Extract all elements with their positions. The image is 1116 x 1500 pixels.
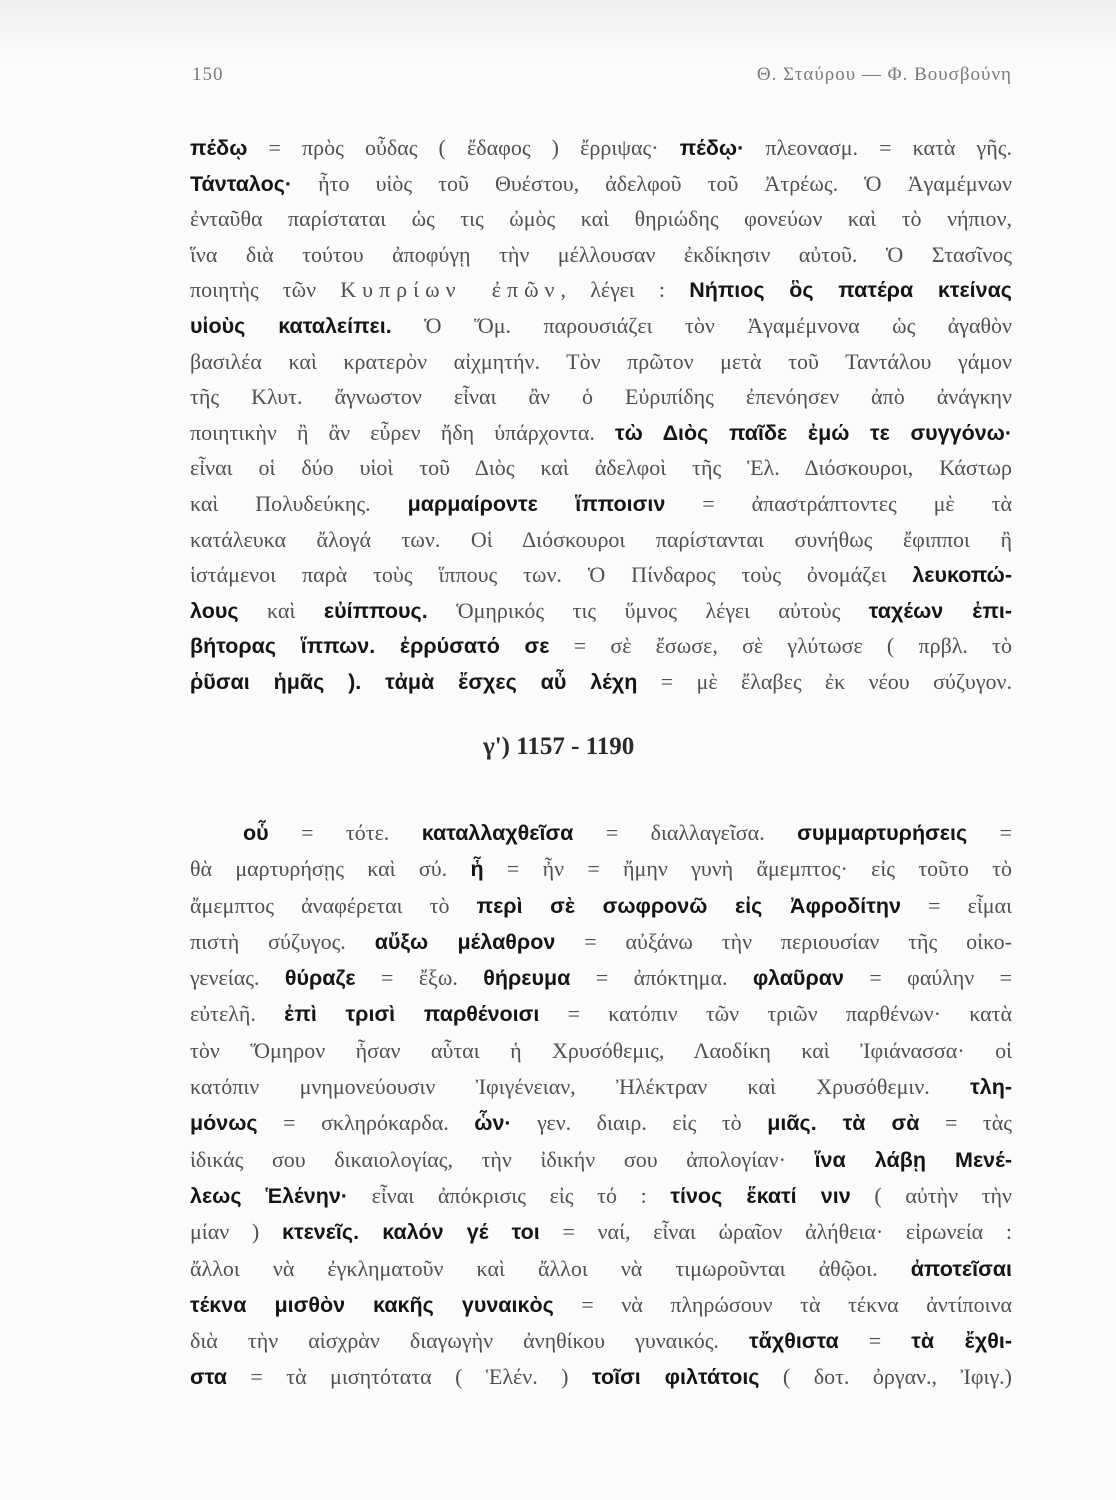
commentary-text: θὰ μαρτυρήσῃς καὶ σύ. bbox=[190, 856, 471, 882]
lemma-text: στα bbox=[190, 1365, 227, 1390]
commentary-text: τῆς Κλυτ. ἄγνωστον εἶναι ἂν ὁ Εὐριπίδης ἐπενόησεν ἀπὸ ἀνάγκην bbox=[190, 384, 1012, 410]
lemma-text: τλη- bbox=[970, 1075, 1012, 1100]
lemma-text: τέκνα μισθὸν κακῆς γυναικὸς bbox=[190, 1292, 554, 1317]
section-heading: γ') 1157 - 1190 bbox=[483, 733, 635, 760]
lemma-text: Νήπιος ὃς πατέρα κτείνας bbox=[689, 278, 1012, 303]
section-2-line bbox=[190, 1105, 1012, 1141]
lemma-text: τὼ Διὸς παῖδε ἐμώ τε συγγόνω· bbox=[615, 420, 1012, 445]
section-1-line bbox=[190, 344, 1012, 380]
lemma-text: πέδῳ bbox=[190, 136, 248, 160]
page-number: 150 bbox=[192, 64, 224, 85]
commentary-text: ἰδικάς σου δικαιολογίας, τὴν ἰδικήν σου ἀπολογίαν· bbox=[190, 1146, 815, 1172]
commentary-text: ἵνα διὰ τούτου ἀποφύγῃ τὴν μέλλουσαν ἐκδίκησιν αὐτοῦ. Ὁ Στασῖνος bbox=[190, 241, 1012, 267]
commentary-text: = τὰ μισητότατα ( Ἑλέν. ) bbox=[226, 1364, 592, 1390]
lemma-text: τἄχθιστα bbox=[749, 1329, 839, 1354]
lemma-text: καταλλαχθεῖσα bbox=[421, 821, 574, 845]
commentary-text: εὐτελῆ. bbox=[190, 1001, 285, 1027]
section-1-line bbox=[190, 557, 1012, 593]
lemma-text: λευκοπώ- bbox=[912, 563, 1012, 588]
commentary-text: = bbox=[838, 1328, 912, 1354]
commentary-text: γενείας. bbox=[190, 965, 285, 991]
commentary-text: = ἦν = ἤμην γυνὴ ἄμεμπτος· εἰς τοῦτο τὸ bbox=[483, 856, 1012, 882]
section-1-line bbox=[190, 628, 1012, 664]
commentary-text: = σκληρόκαρδα. bbox=[257, 1110, 475, 1136]
section-2-line bbox=[190, 1178, 1012, 1214]
lemma-text: τὰ ἔχθι- bbox=[911, 1329, 1012, 1354]
section-1-line bbox=[190, 130, 1012, 166]
section-2-line bbox=[190, 888, 1012, 924]
commentary-text: ἄμεμπτος ἀναφέρεται τὸ bbox=[190, 892, 477, 918]
section-2-line bbox=[190, 1251, 1012, 1287]
commentary-text: ἦτο υἱὸς τοῦ Θυέστου, ἀδελφοῦ τοῦ Ἀτρέως. Ὁ Ἀγαμέμνων bbox=[292, 170, 1012, 196]
running-header bbox=[192, 64, 1012, 92]
lemma-text: περὶ σὲ σωφρονῶ εἰς Ἀφροδίτην bbox=[476, 893, 901, 918]
lemma-text: φλαῦραν bbox=[752, 966, 844, 991]
section-2-line bbox=[190, 996, 1012, 1032]
lemma-text: λους bbox=[190, 598, 239, 623]
lemma-text: πέδῳ· bbox=[679, 136, 745, 160]
commentary-section-2 bbox=[190, 815, 1012, 1396]
commentary-text: = ἀπόκτημα. bbox=[570, 965, 753, 991]
commentary-text: = εἶμαι bbox=[900, 892, 1012, 918]
commentary-text: Ὁμηρικός τις ὕμνος λέγει αὐτοὺς bbox=[427, 597, 869, 623]
section-1-line bbox=[190, 166, 1012, 202]
commentary-text: = τότε. bbox=[268, 820, 422, 845]
scan-shading bbox=[0, 0, 1116, 60]
commentary-text: ἄλλοι νὰ ἐγκληματοῦν καὶ ἄλλοι νὰ τιμωροῦνται ἀθῷοι. bbox=[190, 1255, 911, 1281]
commentary-text: καὶ Πολυδεύκης. bbox=[190, 490, 408, 516]
commentary-text: = διαλλαγεῖσα. bbox=[573, 820, 798, 845]
lemma-text: μαρμαίροντε ἵπποισιν bbox=[407, 491, 666, 516]
commentary-text: = bbox=[967, 820, 1012, 845]
commentary-text: ποιητικὴν ἢ ἂν εὗρεν ἤδη ὑπάρχοντα. bbox=[190, 419, 615, 445]
commentary-text: ποιητὴς τῶν bbox=[190, 277, 341, 303]
lemma-text: τοῖσι φιλτάτοις bbox=[591, 1365, 760, 1390]
commentary-text: μίαν ) bbox=[190, 1219, 282, 1245]
commentary-text: κατάλευκα ἄλογά των. Οἱ Διόσκουροι παρίστανται συνήθως ἔφιπποι ἢ bbox=[190, 526, 1012, 552]
section-1-line bbox=[190, 664, 1012, 700]
commentary-text: = κατόπιν τῶν τριῶν παρθένων· κατὰ bbox=[539, 1001, 1012, 1027]
commentary-text: Ὁ Ὅμ. παρουσιάζει τὸν Ἀγαμέμνονα ὡς ἀγαθὸν bbox=[391, 312, 1012, 338]
section-1-line bbox=[190, 450, 1012, 486]
lemma-text: υἱοὺς καταλείπει. bbox=[190, 313, 392, 338]
commentary-text: = νὰ πληρώσουν τὰ τέκνα ἀντίποινα bbox=[553, 1291, 1012, 1317]
lemma-text: οὗ bbox=[243, 821, 269, 845]
section-1-line bbox=[190, 415, 1012, 451]
lemma-text: ἀποτεῖσαι bbox=[910, 1256, 1012, 1281]
section-1-line bbox=[190, 201, 1012, 237]
section-2-line bbox=[190, 1033, 1012, 1069]
commentary-text: ( αὐτὴν τὴν bbox=[850, 1182, 1012, 1208]
section-2-line bbox=[190, 1214, 1012, 1250]
section-2-line bbox=[190, 1323, 1012, 1359]
lemma-text: ἦ bbox=[470, 857, 484, 882]
commentary-text: καὶ bbox=[238, 597, 324, 623]
section-2-line bbox=[190, 960, 1012, 996]
lemma-text: ἵνα λάβῃ Μενέ- bbox=[814, 1147, 1012, 1172]
section-2-line bbox=[190, 1287, 1012, 1323]
lemma-text: εὐίππους. bbox=[323, 598, 428, 623]
commentary-text: = ἔξω. bbox=[355, 965, 484, 991]
commentary-text: ἐνταῦθα παρίσταται ὡς τις ὠμὸς καὶ θηριώδης φονεύων καὶ τὸ νήπιον, bbox=[190, 206, 1012, 232]
lemma-text: συμμαρτυρήσεις bbox=[797, 821, 968, 845]
section-2-line bbox=[190, 851, 1012, 887]
commentary-text: = πρὸς οὖδας ( ἔδαφος ) ἔρριψας· bbox=[247, 135, 680, 160]
lemma-text: θύραζε bbox=[284, 966, 356, 991]
commentary-text: πιστὴ σύζυγος. bbox=[190, 928, 375, 954]
commentary-text: βασιλέα καὶ κρατερὸν αἰχμητήν. Τὸν πρῶτον μετὰ τοῦ Ταντάλου γάμον bbox=[190, 348, 1012, 374]
lemma-text: ῥῦσαι ἡμᾶς ). τἀμὰ ἔσχες αὖ λέχη bbox=[190, 669, 638, 694]
section-1-line bbox=[190, 593, 1012, 629]
commentary-text: διὰ τὴν αἰσχρὰν διαγωγὴν ἀνηθίκου γυναικός. bbox=[190, 1328, 750, 1354]
section-1-line bbox=[190, 522, 1012, 558]
commentary-text: ( δοτ. ὀργαν., Ἰφιγ.) bbox=[759, 1364, 1012, 1390]
commentary-text: = ἀπαστράπτοντες μὲ τὰ bbox=[665, 490, 1012, 516]
commentary-text: = τὰς bbox=[919, 1110, 1012, 1136]
running-header-authors: Θ. Σταύρου — Φ. Βουσβούνη bbox=[756, 64, 1012, 85]
commentary-text: εἶναι οἱ δύο υἱοὶ τοῦ Διὸς καὶ ἀδελφοὶ τῆς Ἑλ. Διόσκουροι, Κάστωρ bbox=[190, 455, 1012, 481]
commentary-section-1 bbox=[190, 130, 1012, 700]
lemma-text: Τάνταλος· bbox=[190, 171, 293, 196]
section-2-line bbox=[190, 1359, 1012, 1395]
commentary-text: τὸν Ὅμηρον ἦσαν αὗται ἡ Χρυσόθεμις, Λαοδίκη καὶ Ἰφιάνασσα· οἱ bbox=[190, 1037, 1012, 1063]
lemma-text: ταχέων ἐπι- bbox=[868, 598, 1012, 623]
lemma-text: μιᾶς. τὰ σὰ bbox=[767, 1111, 920, 1136]
commentary-text: = σὲ ἔσωσε, σὲ γλύτωσε ( πρβλ. τὸ bbox=[549, 633, 1012, 659]
section-2-line bbox=[190, 924, 1012, 960]
spaced-title-text: Κυπρίων ἐπῶν bbox=[340, 277, 561, 303]
lemma-text: θήρευμα bbox=[483, 966, 571, 991]
lemma-text: μόνως bbox=[190, 1111, 258, 1136]
section-1-line bbox=[190, 272, 1012, 308]
section-1-line bbox=[190, 486, 1012, 522]
section-2-line bbox=[190, 815, 1012, 851]
commentary-text: , λέγει : bbox=[560, 277, 690, 303]
lemma-text: ὧν· bbox=[474, 1111, 512, 1136]
section-2-line bbox=[190, 1069, 1012, 1105]
lemma-text: βήτορας ἵππων. ἐρρύσατό σε bbox=[190, 634, 550, 659]
section-1-line bbox=[190, 379, 1012, 415]
commentary-text: = αὐξάνω τὴν περιουσίαν τῆς οἰκο- bbox=[555, 928, 1013, 954]
section-1-line bbox=[190, 308, 1012, 344]
commentary-text: εἶναι ἀπόκρισις εἰς τό : bbox=[347, 1182, 671, 1208]
lemma-text: κτενεῖς. καλόν γέ τοι bbox=[281, 1220, 540, 1245]
lemma-text: τίνος ἕκατί νιν bbox=[670, 1183, 851, 1208]
lemma-text: αὔξω μέλαθρον bbox=[374, 929, 556, 954]
lemma-text: λεως Ἑλένην· bbox=[190, 1183, 348, 1208]
commentary-text: = φαύλην = bbox=[843, 965, 1012, 991]
commentary-text: ἱστάμενοι παρὰ τοὺς ἵππους των. Ὁ Πίνδαρος τοὺς ὀνομάζει bbox=[190, 562, 913, 588]
section-2-line bbox=[190, 1142, 1012, 1178]
commentary-text: = μὲ ἔλαβες ἐκ νέου σύζυγον. bbox=[637, 668, 1012, 694]
section-1-line bbox=[190, 237, 1012, 273]
commentary-text: = ναί, εἶναι ὡραῖον ἀλήθεια· εἰρωνεία : bbox=[539, 1219, 1012, 1245]
commentary-text: κατόπιν μνημονεύουσιν Ἰφιγένειαν, Ἠλέκτραν καὶ Χρυσόθεμιν. bbox=[190, 1074, 971, 1100]
commentary-text: γεν. διαιρ. εἰς τὸ bbox=[511, 1110, 768, 1136]
commentary-text: πλεονασμ. = κατὰ γῆς. bbox=[744, 135, 1012, 160]
lemma-text: ἐπὶ τρισὶ παρθένοισι bbox=[284, 1002, 540, 1027]
